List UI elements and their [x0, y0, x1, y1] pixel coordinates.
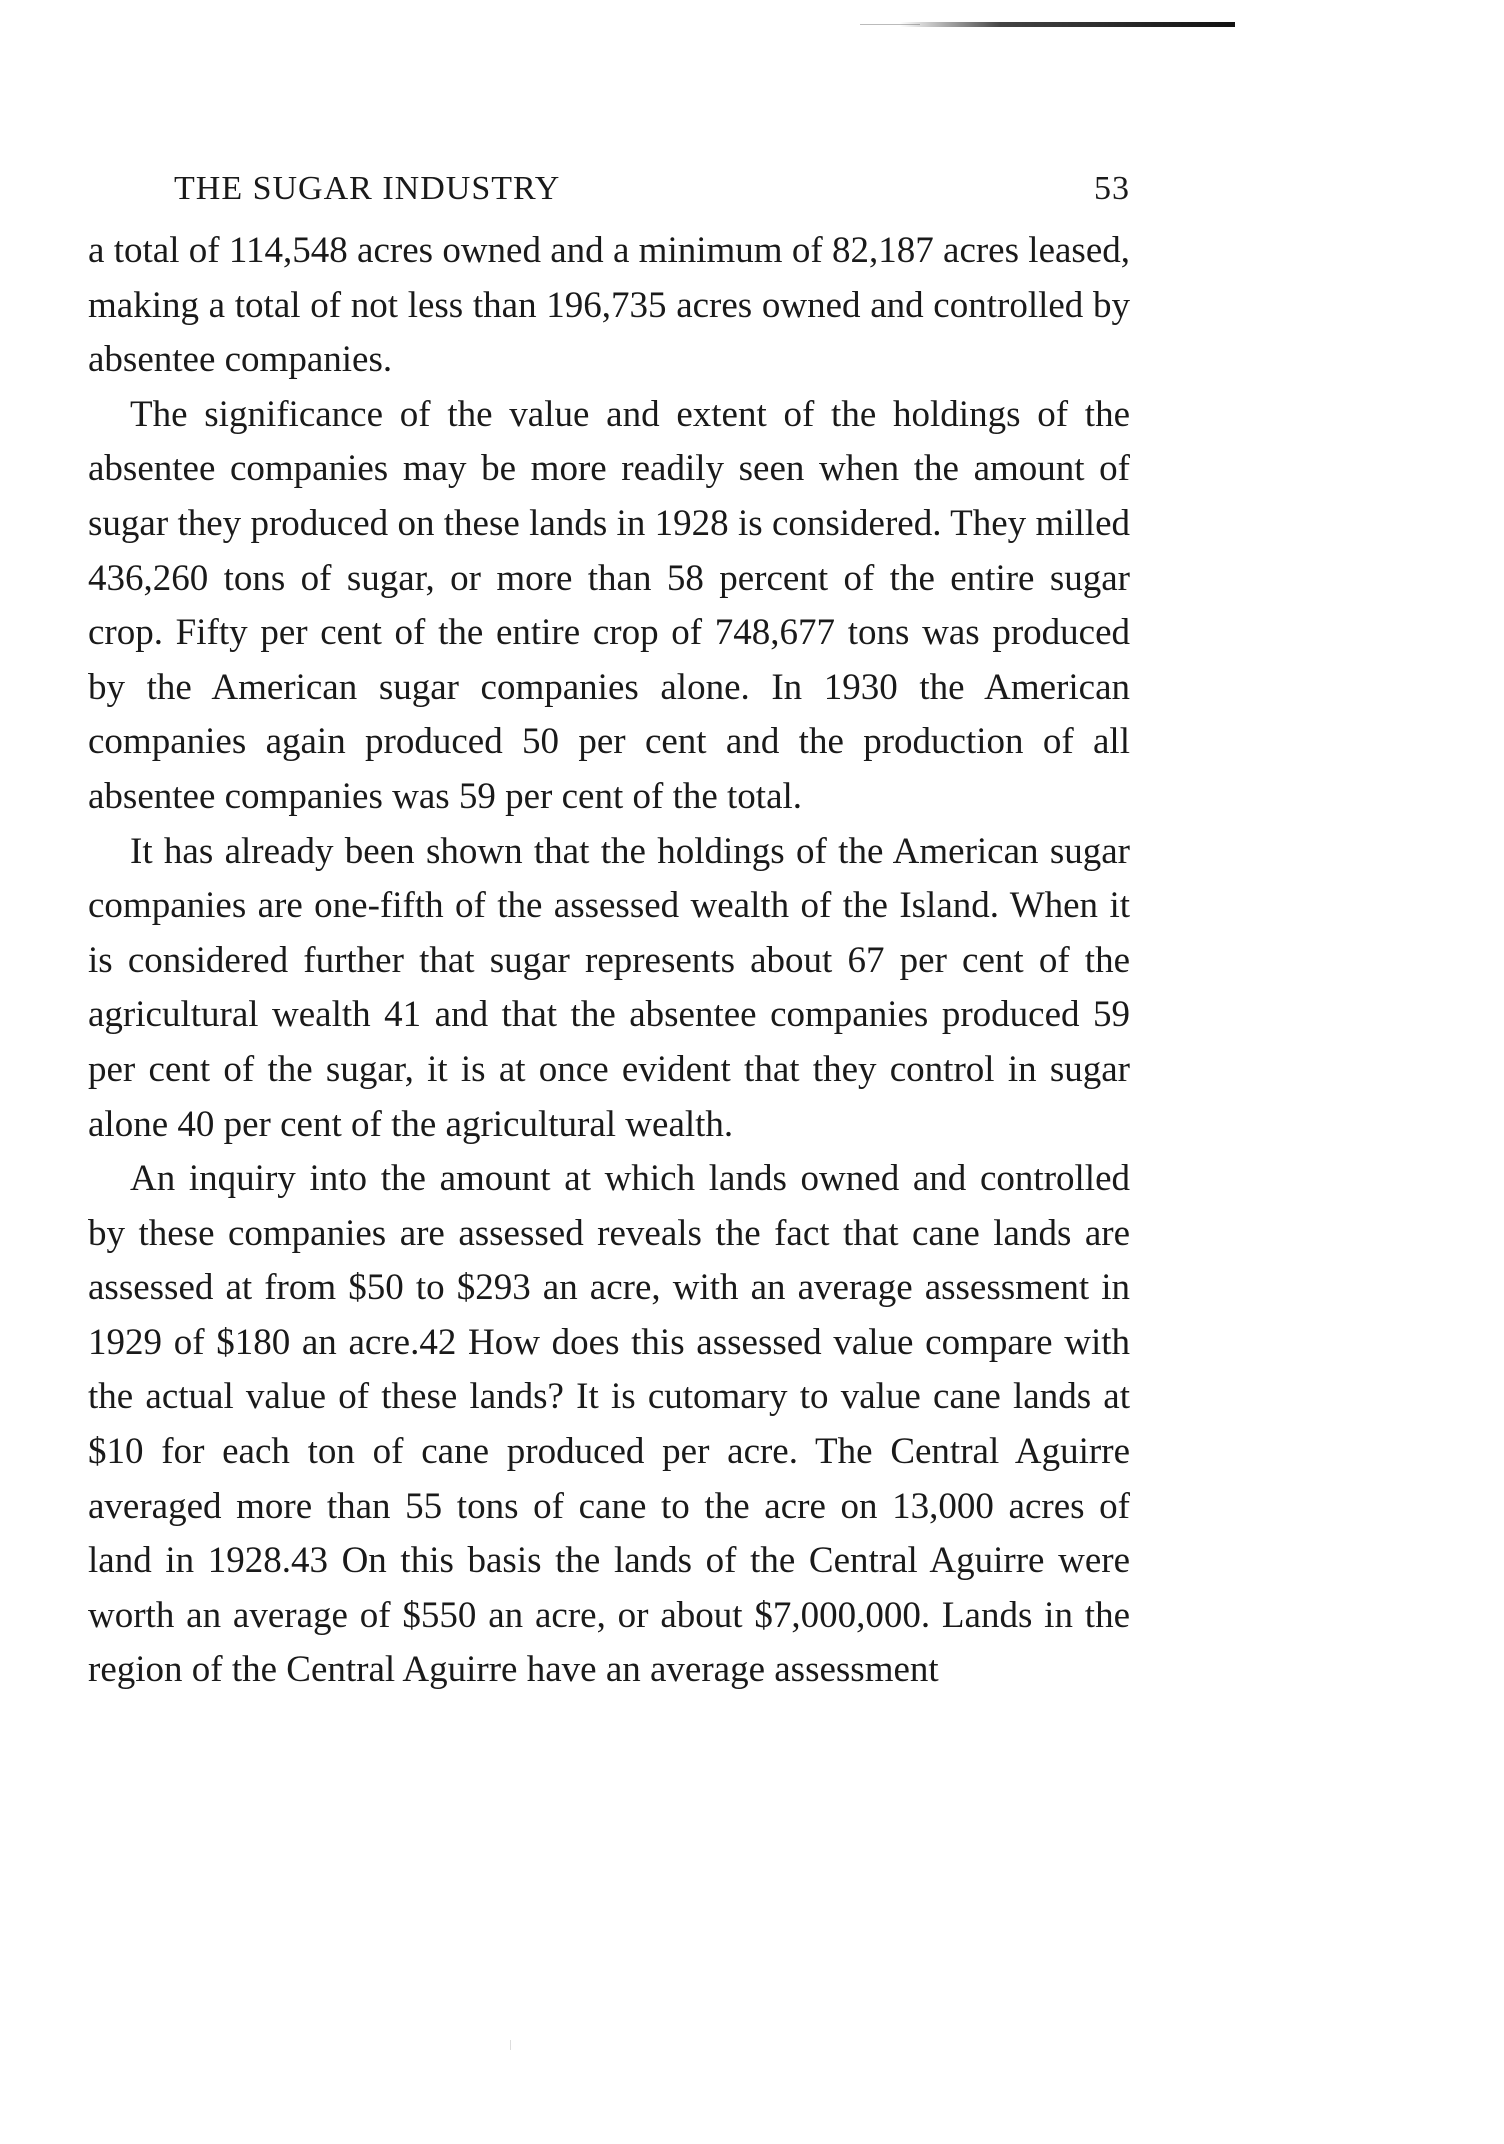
paragraph-agricultural-wealth: It has already been shown that the holdings of the American sugar companies are one-fifth of the assessed wealth of the Island. When it is considered further that sugar represents about 67 per cent of the agricultural wealth 41 and that the absentee companies produced 59 per cent of the sugar, it is at once evident that they control in sugar alone 40 per cent of the agricultural wealth. — [88, 830, 1130, 1145]
scan-edge-rule — [900, 22, 1235, 27]
page-number: 53 — [1094, 170, 1130, 207]
scan-speck — [510, 2040, 511, 2050]
paragraph-continued: a total of 114,548 acres owned and a minimum of 82,187 acres leased, making a total of not less than 196,735 acres owned and controlled by absentee companies. — [88, 230, 1130, 381]
paragraph-land-assessment: An inquiry into the amount at which lands owned and controlled by these companies are assessed reveals the fact that cane lands are assessed at from $50 to $293 an acre, with an average assessment in 1929 of $180 an acre.42 How does this assessed value compare with the actual value of these lands? It is cutomary to value cane lands at $10 for each ton of cane produced per acre. The Central Aguirre averaged more than 55 tons of cane to the acre on 13,000 acres of land in 1928.43 On this basis the lands of the Central Aguirre were worth an average of $550 an acre, or about $7,000,000. Lands in the region of the Central Aguirre have an average assessment — [88, 1158, 1130, 1691]
book-page — [88, 166, 1130, 1698]
paragraph-sugar-production: The significance of the value and extent of the holdings of the absentee companies may be more readily seen when the amount of sugar they produced on these lands in 1928 is considered. They milled 436,260 tons of sugar, or more than 58 percent of the entire sugar crop. Fifty per cent of the entire crop of 748,677 tons was produced by the American sugar companies alone. In 1930 the American companies again produced 50 per cent and the production of all absentee companies was 59 per cent of the total. — [88, 393, 1130, 817]
running-head — [88, 166, 1130, 224]
running-head-title: THE SUGAR INDUSTRY — [174, 170, 561, 207]
